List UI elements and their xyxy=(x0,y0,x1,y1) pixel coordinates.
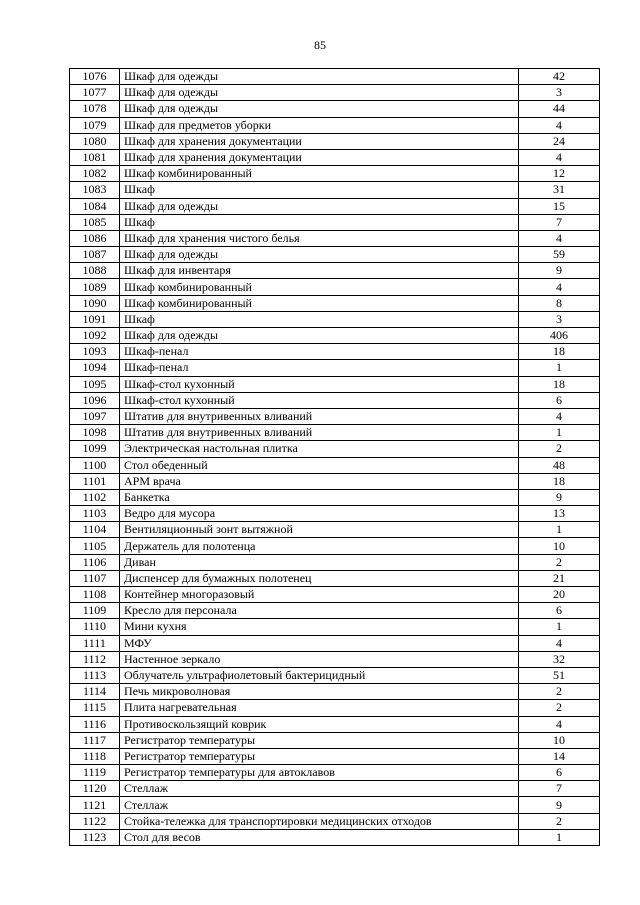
item-name-cell: Плита нагревательная xyxy=(120,700,519,716)
table-row xyxy=(70,408,600,424)
item-name-cell: Штатив для внутривенных вливаний xyxy=(120,408,519,424)
quantity-cell: 1 xyxy=(519,522,600,538)
table-row xyxy=(70,214,600,230)
quantity-cell: 1 xyxy=(519,829,600,845)
quantity-cell: 51 xyxy=(519,667,600,683)
item-name-cell: Штатив для внутривенных вливаний xyxy=(120,425,519,441)
item-name-cell: Шкаф для одежды xyxy=(120,247,519,263)
row-number-cell: 1096 xyxy=(70,392,120,408)
quantity-cell: 48 xyxy=(519,457,600,473)
table-row xyxy=(70,635,600,651)
item-name-cell: Ведро для мусора xyxy=(120,506,519,522)
row-number-cell: 1111 xyxy=(70,635,120,651)
row-number-cell: 1120 xyxy=(70,781,120,797)
item-name-cell: Регистратор температуры xyxy=(120,732,519,748)
table-row xyxy=(70,230,600,246)
row-number-cell: 1081 xyxy=(70,149,120,165)
table-row xyxy=(70,619,600,635)
row-number-cell: 1115 xyxy=(70,700,120,716)
item-name-cell: Стеллаж xyxy=(120,797,519,813)
item-name-cell: Шкаф для одежды xyxy=(120,328,519,344)
item-name-cell: Шкаф xyxy=(120,214,519,230)
item-name-cell: Шкаф-стол кухонный xyxy=(120,376,519,392)
quantity-cell: 15 xyxy=(519,198,600,214)
page-number: 85 xyxy=(314,38,326,52)
table-row xyxy=(70,295,600,311)
item-name-cell: Облучатель ультрафиолетовый бактерицидный xyxy=(120,667,519,683)
quantity-cell: 59 xyxy=(519,247,600,263)
item-name-cell: Электрическая настольная плитка xyxy=(120,441,519,457)
quantity-cell: 42 xyxy=(519,69,600,85)
row-number-cell: 1098 xyxy=(70,425,120,441)
row-number-cell: 1106 xyxy=(70,554,120,570)
table-row xyxy=(70,166,600,182)
row-number-cell: 1088 xyxy=(70,263,120,279)
quantity-cell: 18 xyxy=(519,376,600,392)
table-row xyxy=(70,198,600,214)
table-row xyxy=(70,603,600,619)
quantity-cell: 4 xyxy=(519,716,600,732)
item-name-cell: Шкаф для одежды xyxy=(120,101,519,117)
row-number-cell: 1077 xyxy=(70,85,120,101)
table-row xyxy=(70,328,600,344)
item-name-cell: Шкаф для предметов уборки xyxy=(120,117,519,133)
inventory-table xyxy=(69,68,600,846)
table-row xyxy=(70,392,600,408)
row-number-cell: 1121 xyxy=(70,797,120,813)
table-row xyxy=(70,457,600,473)
table-row xyxy=(70,360,600,376)
row-number-cell: 1104 xyxy=(70,522,120,538)
table-row xyxy=(70,489,600,505)
quantity-cell: 20 xyxy=(519,587,600,603)
quantity-cell: 13 xyxy=(519,506,600,522)
row-number-cell: 1103 xyxy=(70,506,120,522)
item-name-cell: Шкаф комбинированный xyxy=(120,295,519,311)
quantity-cell: 4 xyxy=(519,635,600,651)
row-number-cell: 1122 xyxy=(70,813,120,829)
table-row xyxy=(70,182,600,198)
quantity-cell: 32 xyxy=(519,651,600,667)
row-number-cell: 1085 xyxy=(70,214,120,230)
quantity-cell: 9 xyxy=(519,797,600,813)
item-name-cell: Стол для весов xyxy=(120,829,519,845)
item-name-cell: Шкаф для хранения чистого белья xyxy=(120,230,519,246)
table-row xyxy=(70,716,600,732)
table-row xyxy=(70,570,600,586)
row-number-cell: 1116 xyxy=(70,716,120,732)
inventory-table-body xyxy=(70,69,600,846)
row-number-cell: 1105 xyxy=(70,538,120,554)
row-number-cell: 1084 xyxy=(70,198,120,214)
table-row xyxy=(70,797,600,813)
row-number-cell: 1109 xyxy=(70,603,120,619)
item-name-cell: Стол обеденный xyxy=(120,457,519,473)
table-row xyxy=(70,149,600,165)
quantity-cell: 18 xyxy=(519,344,600,360)
row-number-cell: 1118 xyxy=(70,748,120,764)
quantity-cell: 24 xyxy=(519,133,600,149)
item-name-cell: АРМ врача xyxy=(120,473,519,489)
row-number-cell: 1100 xyxy=(70,457,120,473)
table-row xyxy=(70,376,600,392)
row-number-cell: 1123 xyxy=(70,829,120,845)
item-name-cell: Настенное зеркало xyxy=(120,651,519,667)
row-number-cell: 1078 xyxy=(70,101,120,117)
item-name-cell: Кресло для персонала xyxy=(120,603,519,619)
table-row xyxy=(70,279,600,295)
quantity-cell: 1 xyxy=(519,425,600,441)
quantity-cell: 4 xyxy=(519,117,600,133)
row-number-cell: 1093 xyxy=(70,344,120,360)
quantity-cell: 6 xyxy=(519,765,600,781)
quantity-cell: 6 xyxy=(519,603,600,619)
quantity-cell: 9 xyxy=(519,489,600,505)
table-row xyxy=(70,425,600,441)
item-name-cell: Шкаф для хранения документации xyxy=(120,149,519,165)
table-row xyxy=(70,506,600,522)
item-name-cell: Шкаф комбинированный xyxy=(120,166,519,182)
row-number-cell: 1113 xyxy=(70,667,120,683)
quantity-cell: 10 xyxy=(519,732,600,748)
item-name-cell: Мини кухня xyxy=(120,619,519,635)
quantity-cell: 2 xyxy=(519,554,600,570)
table-row xyxy=(70,587,600,603)
row-number-cell: 1087 xyxy=(70,247,120,263)
table-row xyxy=(70,522,600,538)
row-number-cell: 1119 xyxy=(70,765,120,781)
item-name-cell: Шкаф-стол кухонный xyxy=(120,392,519,408)
table-row xyxy=(70,651,600,667)
item-name-cell: Банкетка xyxy=(120,489,519,505)
row-number-cell: 1076 xyxy=(70,69,120,85)
row-number-cell: 1095 xyxy=(70,376,120,392)
item-name-cell: Шкаф для одежды xyxy=(120,85,519,101)
table-row xyxy=(70,311,600,327)
quantity-cell: 9 xyxy=(519,263,600,279)
row-number-cell: 1097 xyxy=(70,408,120,424)
item-name-cell: Регистратор температуры для автоклавов xyxy=(120,765,519,781)
item-name-cell: Шкаф-пенал xyxy=(120,360,519,376)
item-name-cell: Шкаф-пенал xyxy=(120,344,519,360)
quantity-cell: 1 xyxy=(519,619,600,635)
quantity-cell: 4 xyxy=(519,279,600,295)
quantity-cell: 8 xyxy=(519,295,600,311)
row-number-cell: 1082 xyxy=(70,166,120,182)
table-row xyxy=(70,748,600,764)
table-row xyxy=(70,781,600,797)
row-number-cell: 1101 xyxy=(70,473,120,489)
quantity-cell: 6 xyxy=(519,392,600,408)
item-name-cell: Шкаф для одежды xyxy=(120,198,519,214)
row-number-cell: 1117 xyxy=(70,732,120,748)
table-row xyxy=(70,263,600,279)
item-name-cell: Стеллаж xyxy=(120,781,519,797)
item-name-cell: Диван xyxy=(120,554,519,570)
quantity-cell: 3 xyxy=(519,311,600,327)
item-name-cell: Противоскользящий коврик xyxy=(120,716,519,732)
quantity-cell: 406 xyxy=(519,328,600,344)
item-name-cell: Контейнер многоразовый xyxy=(120,587,519,603)
item-name-cell: Диспенсер для бумажных полотенец xyxy=(120,570,519,586)
item-name-cell: Стойка-тележка для транспортировки медицинских отходов xyxy=(120,813,519,829)
quantity-cell: 4 xyxy=(519,408,600,424)
quantity-cell: 2 xyxy=(519,684,600,700)
quantity-cell: 18 xyxy=(519,473,600,489)
row-number-cell: 1112 xyxy=(70,651,120,667)
quantity-cell: 2 xyxy=(519,700,600,716)
table-row xyxy=(70,538,600,554)
table-row xyxy=(70,85,600,101)
table-row xyxy=(70,101,600,117)
table-row xyxy=(70,667,600,683)
table-row xyxy=(70,732,600,748)
row-number-cell: 1107 xyxy=(70,570,120,586)
item-name-cell: Регистратор температуры xyxy=(120,748,519,764)
row-number-cell: 1092 xyxy=(70,328,120,344)
table-row xyxy=(70,69,600,85)
table-row xyxy=(70,700,600,716)
row-number-cell: 1102 xyxy=(70,489,120,505)
row-number-cell: 1083 xyxy=(70,182,120,198)
row-number-cell: 1079 xyxy=(70,117,120,133)
row-number-cell: 1110 xyxy=(70,619,120,635)
quantity-cell: 4 xyxy=(519,230,600,246)
row-number-cell: 1086 xyxy=(70,230,120,246)
quantity-cell: 14 xyxy=(519,748,600,764)
table-row xyxy=(70,554,600,570)
quantity-cell: 2 xyxy=(519,813,600,829)
row-number-cell: 1091 xyxy=(70,311,120,327)
item-name-cell: МФУ xyxy=(120,635,519,651)
table-row xyxy=(70,684,600,700)
row-number-cell: 1089 xyxy=(70,279,120,295)
row-number-cell: 1108 xyxy=(70,587,120,603)
item-name-cell: Шкаф для одежды xyxy=(120,69,519,85)
item-name-cell: Шкаф комбинированный xyxy=(120,279,519,295)
item-name-cell: Шкаф для инвентаря xyxy=(120,263,519,279)
table-row xyxy=(70,829,600,845)
row-number-cell: 1094 xyxy=(70,360,120,376)
table-row xyxy=(70,813,600,829)
row-number-cell: 1099 xyxy=(70,441,120,457)
row-number-cell: 1114 xyxy=(70,684,120,700)
table-row xyxy=(70,117,600,133)
table-row xyxy=(70,765,600,781)
table-row xyxy=(70,441,600,457)
quantity-cell: 44 xyxy=(519,101,600,117)
table-row xyxy=(70,473,600,489)
table-row xyxy=(70,247,600,263)
item-name-cell: Вентиляционный зонт вытяжной xyxy=(120,522,519,538)
quantity-cell: 12 xyxy=(519,166,600,182)
quantity-cell: 1 xyxy=(519,360,600,376)
item-name-cell: Шкаф xyxy=(120,311,519,327)
table-row xyxy=(70,344,600,360)
quantity-cell: 4 xyxy=(519,149,600,165)
item-name-cell: Шкаф для хранения документации xyxy=(120,133,519,149)
quantity-cell: 3 xyxy=(519,85,600,101)
item-name-cell: Печь микроволновая xyxy=(120,684,519,700)
quantity-cell: 2 xyxy=(519,441,600,457)
quantity-cell: 10 xyxy=(519,538,600,554)
row-number-cell: 1080 xyxy=(70,133,120,149)
row-number-cell: 1090 xyxy=(70,295,120,311)
quantity-cell: 7 xyxy=(519,781,600,797)
table-row xyxy=(70,133,600,149)
item-name-cell: Шкаф xyxy=(120,182,519,198)
item-name-cell: Держатель для полотенца xyxy=(120,538,519,554)
quantity-cell: 7 xyxy=(519,214,600,230)
quantity-cell: 21 xyxy=(519,570,600,586)
quantity-cell: 31 xyxy=(519,182,600,198)
